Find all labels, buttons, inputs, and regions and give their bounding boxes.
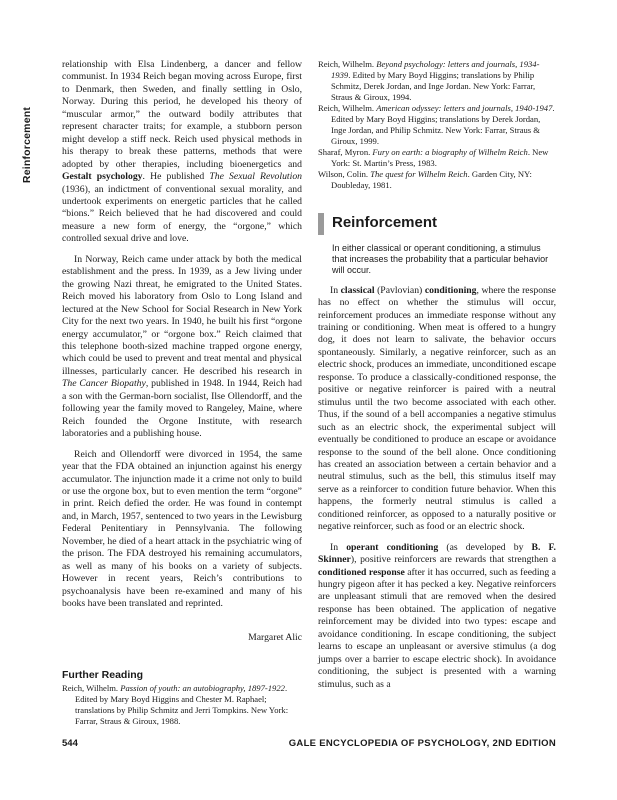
link-operant-conditioning: operant conditioning [346,541,439,553]
link-bf-skinner: B. F. Skinner [318,541,556,566]
link-conditioning: conditioning [424,284,477,296]
book-title: GALE ENCYCLOPEDIA OF PSYCHOLOGY, 2ND EDITION [288,738,556,749]
page-number: 544 [62,738,78,749]
article-title: Reinforcement [332,214,438,231]
paragraph: Reich and Ollendorff were divorced in 1954, the same year that the FDA obtained an injunction against his energy accumulator. The injunction made it a crime not only to build or use the orgone box, but to even mention the term “orgone” in print. Reich defied the order. He was found in contempt and, in March, 1957, sentenced to two years in the Lewisburg Federal Penitentiary in Pennsylvania. The following November, he died of a heart attack in the psychiatric wing of the prison. The FDA destroyed his remaining accumulators, as well as many of his books on a variety of subjects. However in recent years, Reich’s contributions to psychoanalysis have been re-examined and many of his books have been translated and reprinted. [62,448,302,610]
left-column [62,59,302,727]
reference-item: Reich, Wilhelm. Passion of youth: an autobiography, 1897-1922. Edited by Mary Boyd Higgins and Chester M. Raphael; translations by Philip Schmitz and Jerri Tompkins. New York: Farrar, Straus & Giroux, 1988. [62,683,289,727]
paragraph: In operant conditioning (as developed by B. F. Skinner), positive reinforcers are rewards that strengthen a conditioned response after it has occurred, such as feeding a hungry pigeon after it has pecked a key. Negative reinforcers are unpleasant stimuli that are removed when the desired response has been obtained. The application of negative reinforcement may be divided into two types: escape and avoidance conditioning. In escape conditioning, the subject learns to escape an unpleasant or aversive stimulus (a dog jumps over a barrier to escape electric shock). In avoidance conditioning, the subject is presented with a warning stimulus, such as a [318,541,556,690]
paragraph: relationship with Elsa Lindenberg, a dancer and fellow communist. In 1934 Reich began moving across Europe, first to Denmark, then Sweden, and finally settling in Oslo, Norway. During this period, he developed his theory of “muscular armor,” the outward bodily attributes that represent character traits; for example, a stubborn person might develop a stiff neck. Reich used physical methods in his therapy to break these patterns, methods that were adopted by other therapies, including bioenergetics and Gestalt psychology. He published The Sexual Revolution (1936), an indictment of conventional sexual morality, and undertook experiments on energetic particles that he called “bions.” Reich believed that he had discovered and could measure a new form of energy, the “orgone,” which controlled sexual drive and love. [62,59,303,245]
side-tab-label: Reinforcement [21,106,33,184]
author-signature: Margaret Alic [248,632,302,644]
reference-item: Reich, Wilhelm. American odyssey: letters and journals, 1940-1947. Edited by Mary Boyd Higgins; translations by Derek Jordan, Inge Jordan, and Philip Schmitz. New York: Farrar, Straus & Giroux, 1999. [318,103,555,146]
section-side-tab [20,100,34,190]
reference-item: Wilson, Colin. The quest for Wilhelm Reich. Garden City, NY: Doubleday, 1981. [318,169,532,190]
link-classical: classical [340,284,375,296]
further-reading-heading: Further Reading [62,668,144,681]
page-footer [62,738,556,752]
link-gestalt-psychology: Gestalt psychology [62,171,143,183]
article-heading [318,213,556,233]
link-conditioned-response: conditioned response [318,566,405,578]
heading-bar [318,213,324,235]
paragraph: In classical (Pavlovian) conditioning, where the response has no effect on whether the stimulus will occur, reinforcement produces an immediate response without any training or conditioning. When meat is offered to a hungry dog, it does not learn to salivate, the behavior occurs spontaneously. Similarly, a negative reinforcer, such as an electric shock, produces an immediate, unconditioned escape response. To produce a classically-conditioned response, the positive or negative reinforcer is paired with a neutral stimulus until the two become associated with each other. Thus, if the sound of a bell accompanies a negative stimulus such as an electric shock, the experimental subject will eventually be conditioned to produce an escape or avoidance response to the sound of the bell alone. Once conditioning has created an association between a certain behavior and a neutral stimulus, such as the bell, this stimulus itself may serve as a reinforcer to condition future behavior. When this happens, the formerly neutral stimulus is called a conditioned reinforcer, as opposed to a naturally positive or negative reinforcer, such as food or an electric shock. [318,284,556,533]
right-column [318,59,556,691]
paragraph: In Norway, Reich came under attack by both the medical establishment and the press. In 1939, as a Jew living under the growing Nazi threat, he emigrated to the United States. Reich moved his laboratory from Oslo to Long Island and lectured at the New School for Social Research in New York City for the next two years. In 1940, he built his first “orgone energy accumulator,” or “orgone box.” Reich claimed that this telephone booth-sized machine trapped orgone energy, which could be used to prevent and treat mental and physical illnesses, particularly cancer. He described his research in The Cancer Biopathy, published in 1948. In 1944, Reich had a son with the German-born socialist, Ilse Ollendorff, and the following year the family moved to Rangeley, Maine, where Reich founded the Orgone Institute, with research laboratories and a publishing house. [62,253,302,440]
reference-item: Sharaf, Myron. Fury on earth: a biography of Wilhelm Reich. New York: St. Martin’s Press, 1983. [318,147,549,168]
article-abstract: In either classical or operant conditioning, a stimulus that increases the probability that a particular behavior will occur. [332,243,549,276]
reference-item: Reich, Wilhelm. Beyond psychology: letters and journals, 1934-1939. Edited by Mary Boyd Higgins; translations by Philip Schmitz, Derek Jordan, and Inge Jordan. New York: Farrar, Straus & Giroux, 1994. [318,59,540,102]
